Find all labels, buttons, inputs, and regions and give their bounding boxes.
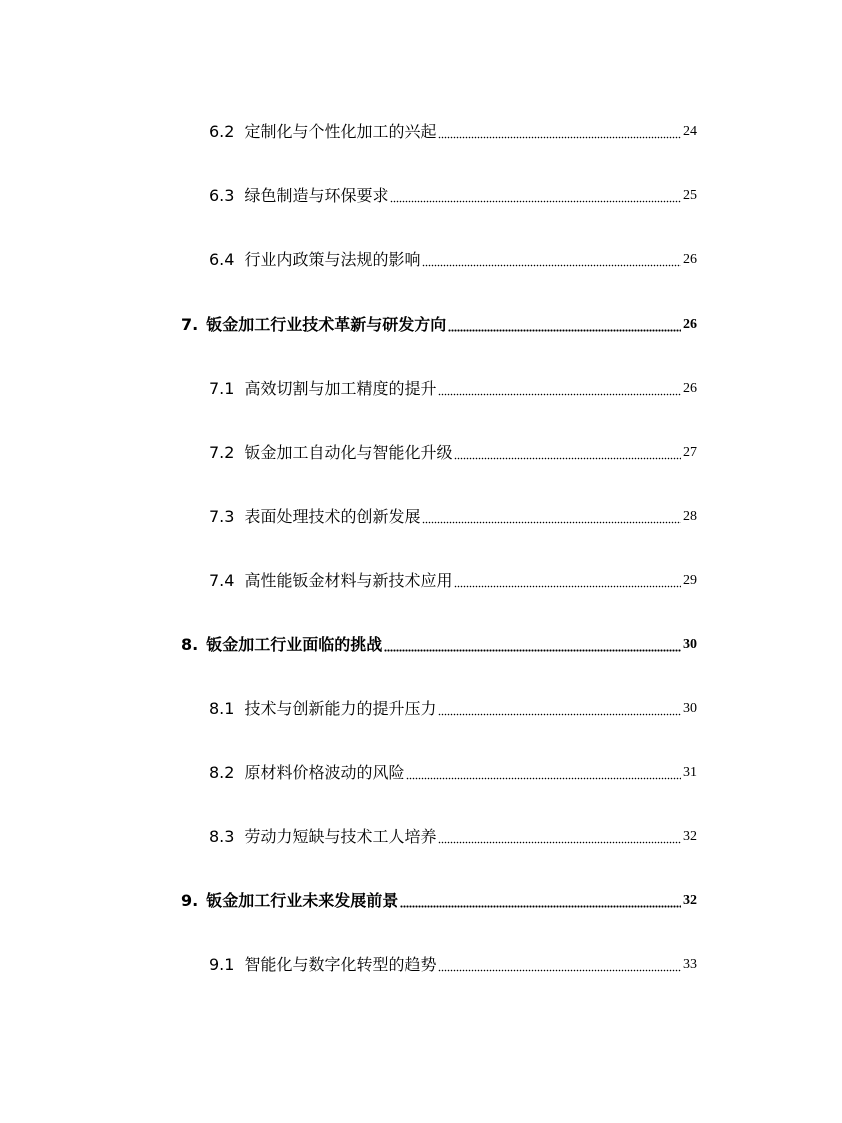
dot-leader [448, 315, 681, 335]
toc-entry-title: 智能化与数字化转型的趋势 [244, 955, 437, 974]
toc-entry-number: 8.3 [209, 827, 235, 846]
toc-entry-number: 9.1 [209, 955, 235, 974]
dot-leader [400, 891, 681, 911]
toc-entry-number: 9. [181, 891, 199, 910]
dot-leader [454, 443, 681, 463]
toc-entry[interactable] [209, 118, 697, 142]
toc-entry-title: 钣金加工行业面临的挑战 [206, 635, 383, 654]
dot-leader [390, 186, 681, 206]
toc-entry[interactable] [209, 759, 697, 783]
toc-entry[interactable] [209, 439, 697, 463]
toc-entry-title: 表面处理技术的创新发展 [244, 507, 421, 526]
toc-entry-page: 28 [683, 509, 697, 524]
toc-entry-number: 7.3 [209, 507, 235, 526]
toc-chapter-entry[interactable] [181, 887, 697, 911]
toc-entry-page: 29 [683, 573, 697, 588]
toc-entry[interactable] [209, 246, 697, 270]
toc-entry[interactable] [209, 823, 697, 847]
toc-entry-title: 钣金加工行业技术革新与研发方向 [206, 315, 447, 334]
toc-entry-page: 32 [683, 829, 697, 844]
toc-entry-number: 7.1 [209, 379, 235, 398]
toc-entry[interactable] [209, 503, 697, 527]
dot-leader [384, 635, 681, 655]
toc-entry-page: 30 [683, 637, 697, 652]
toc-entry[interactable] [209, 567, 697, 591]
toc-entry-title: 定制化与个性化加工的兴起 [244, 122, 437, 141]
dot-leader [438, 699, 681, 719]
toc-entry[interactable] [209, 375, 697, 399]
dot-leader [438, 827, 681, 847]
toc-entry-page: 26 [683, 381, 697, 396]
toc-entry[interactable] [209, 951, 697, 975]
toc-entry-title: 技术与创新能力的提升压力 [244, 699, 437, 718]
toc-entry-number: 8.1 [209, 699, 235, 718]
dot-leader [422, 507, 681, 527]
toc-entry-title: 绿色制造与环保要求 [244, 186, 389, 205]
toc-chapter-entry[interactable] [181, 631, 697, 655]
toc-entry-title: 行业内政策与法规的影响 [244, 250, 421, 269]
toc-entry-title: 原材料价格波动的风险 [244, 763, 405, 782]
toc-entry-page: 24 [683, 124, 697, 139]
toc-entry-page: 30 [683, 701, 697, 716]
toc-entry-title: 高效切割与加工精度的提升 [244, 379, 437, 398]
toc-entry-page: 25 [683, 188, 697, 203]
toc-entry-title: 劳动力短缺与技术工人培养 [244, 827, 437, 846]
toc-entry-number: 6.4 [209, 250, 235, 269]
toc-entry-number: 7. [181, 315, 199, 334]
toc-entry-title: 钣金加工自动化与智能化升级 [244, 443, 453, 462]
toc-entry-title: 钣金加工行业未来发展前景 [206, 891, 399, 910]
dot-leader [438, 955, 681, 975]
toc-entry-page: 33 [683, 957, 697, 972]
toc-entry-title: 高性能钣金材料与新技术应用 [244, 571, 453, 590]
toc-entry-page: 32 [683, 893, 697, 908]
toc-entry-number: 6.2 [209, 122, 235, 141]
dot-leader [422, 250, 681, 270]
dot-leader [406, 763, 681, 783]
toc-entry-number: 8. [181, 635, 199, 654]
toc-entry-page: 26 [683, 317, 697, 332]
dot-leader [438, 122, 681, 142]
toc-entry-number: 8.2 [209, 763, 235, 782]
toc-entry-number: 6.3 [209, 186, 235, 205]
toc-entry-number: 7.4 [209, 571, 235, 590]
toc-entry-page: 27 [683, 445, 697, 460]
toc-entry-page: 26 [683, 252, 697, 267]
toc-chapter-entry[interactable] [181, 311, 697, 335]
dot-leader [438, 379, 681, 399]
toc-entry[interactable] [209, 695, 697, 719]
dot-leader [454, 571, 681, 591]
toc-entry-page: 31 [683, 765, 697, 780]
toc-entry-number: 7.2 [209, 443, 235, 462]
toc-entry[interactable] [209, 182, 697, 206]
